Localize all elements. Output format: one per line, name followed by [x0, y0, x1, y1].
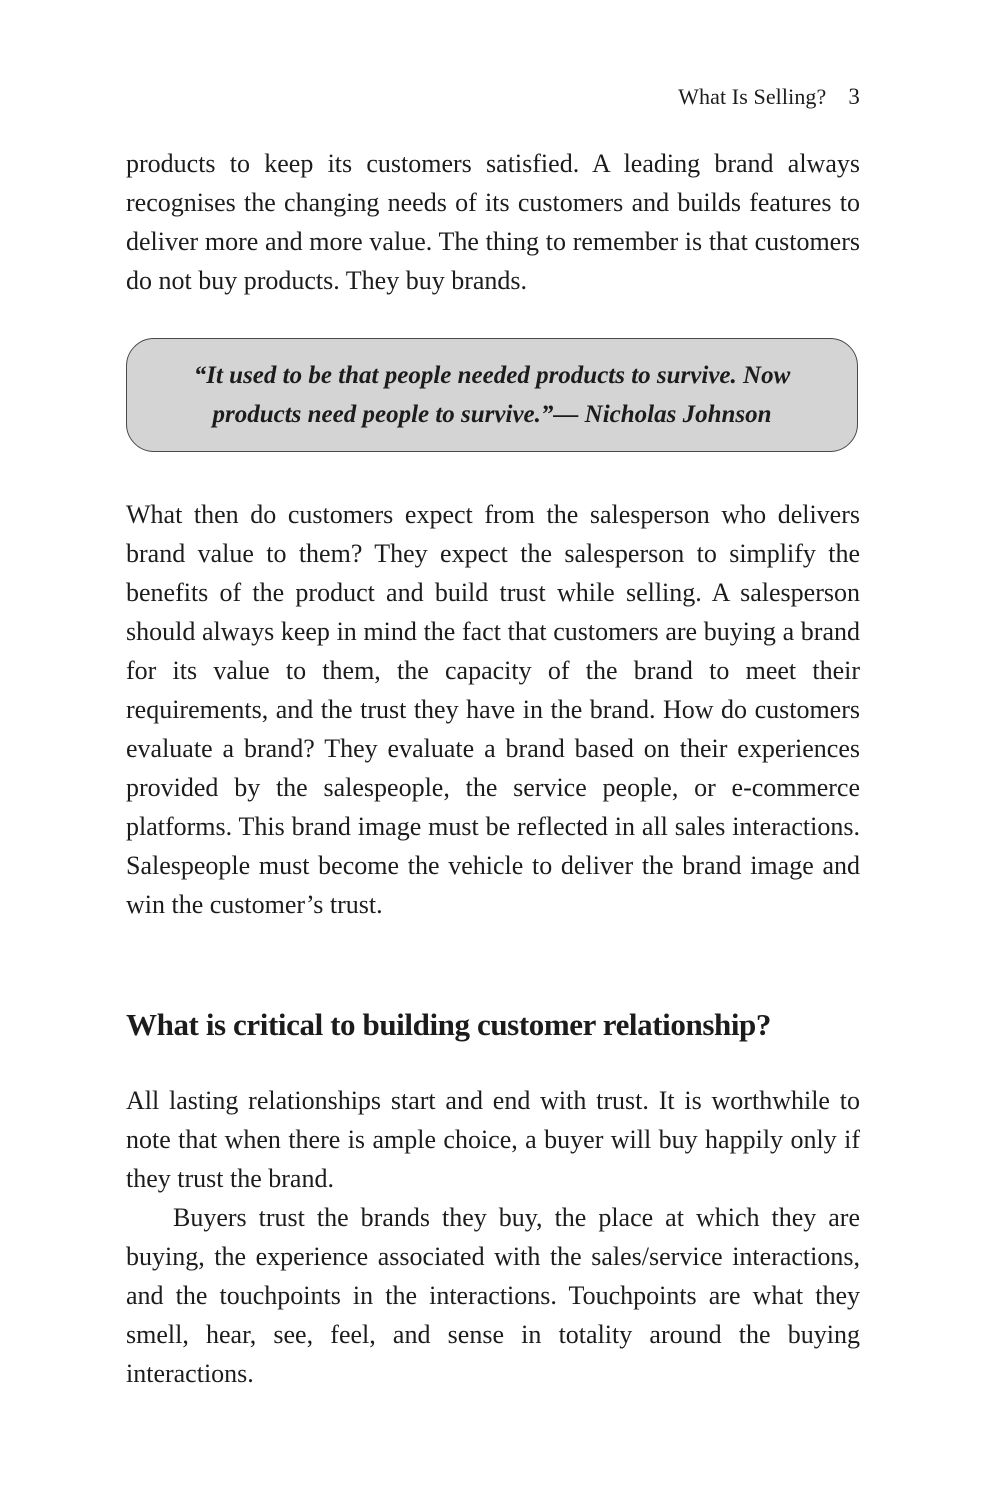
paragraph-4: Buyers trust the brands they buy, the place at which they are buying, the experience associated with the sales/service interactions, and the touchpoints in the interactions. Touchpoints are what they smell, hear, see, feel, and sense in totality around the buying interactions.: [126, 1203, 860, 1388]
pull-quote-text: “It used to be that people needed products to survive. Now products need people to survive.”— Nicholas Johnson: [193, 362, 791, 428]
paragraph-2: What then do customers expect from the salesperson who delivers brand value to them? They expect the salesperson to simplify the benefits of the product and build trust while selling. A salesperson should always keep in mind the fact that customers are buying a brand for its value to them, the capacity of the brand to meet their requirements, and the trust they have in the brand. How do customers evaluate a brand? They evaluate a brand based on their experiences provided by the salespeople, the service people, or e-commerce platforms. This brand image must be reflected in all sales interactions. Salespeople must become the vehicle to deliver the brand image and win the customer’s trust.: [126, 500, 860, 919]
page-number: 3: [848, 84, 860, 109]
paragraph-1: products to keep its customers satisfied. A leading brand always recognises the changing needs of its customers and builds features to deliver more and more value. The thing to remember is that customers do not buy products. They buy brands.: [126, 149, 860, 295]
pull-quote-box: [126, 338, 858, 452]
section-heading: What is critical to building customer relationship?: [126, 1007, 771, 1042]
running-title: What Is Selling?: [678, 84, 827, 109]
paragraph-3: All lasting relationships start and end with trust. It is worthwhile to note that when there is ample choice, a buyer will buy happily only if they trust the brand.: [126, 1086, 860, 1193]
running-head: [678, 84, 860, 110]
